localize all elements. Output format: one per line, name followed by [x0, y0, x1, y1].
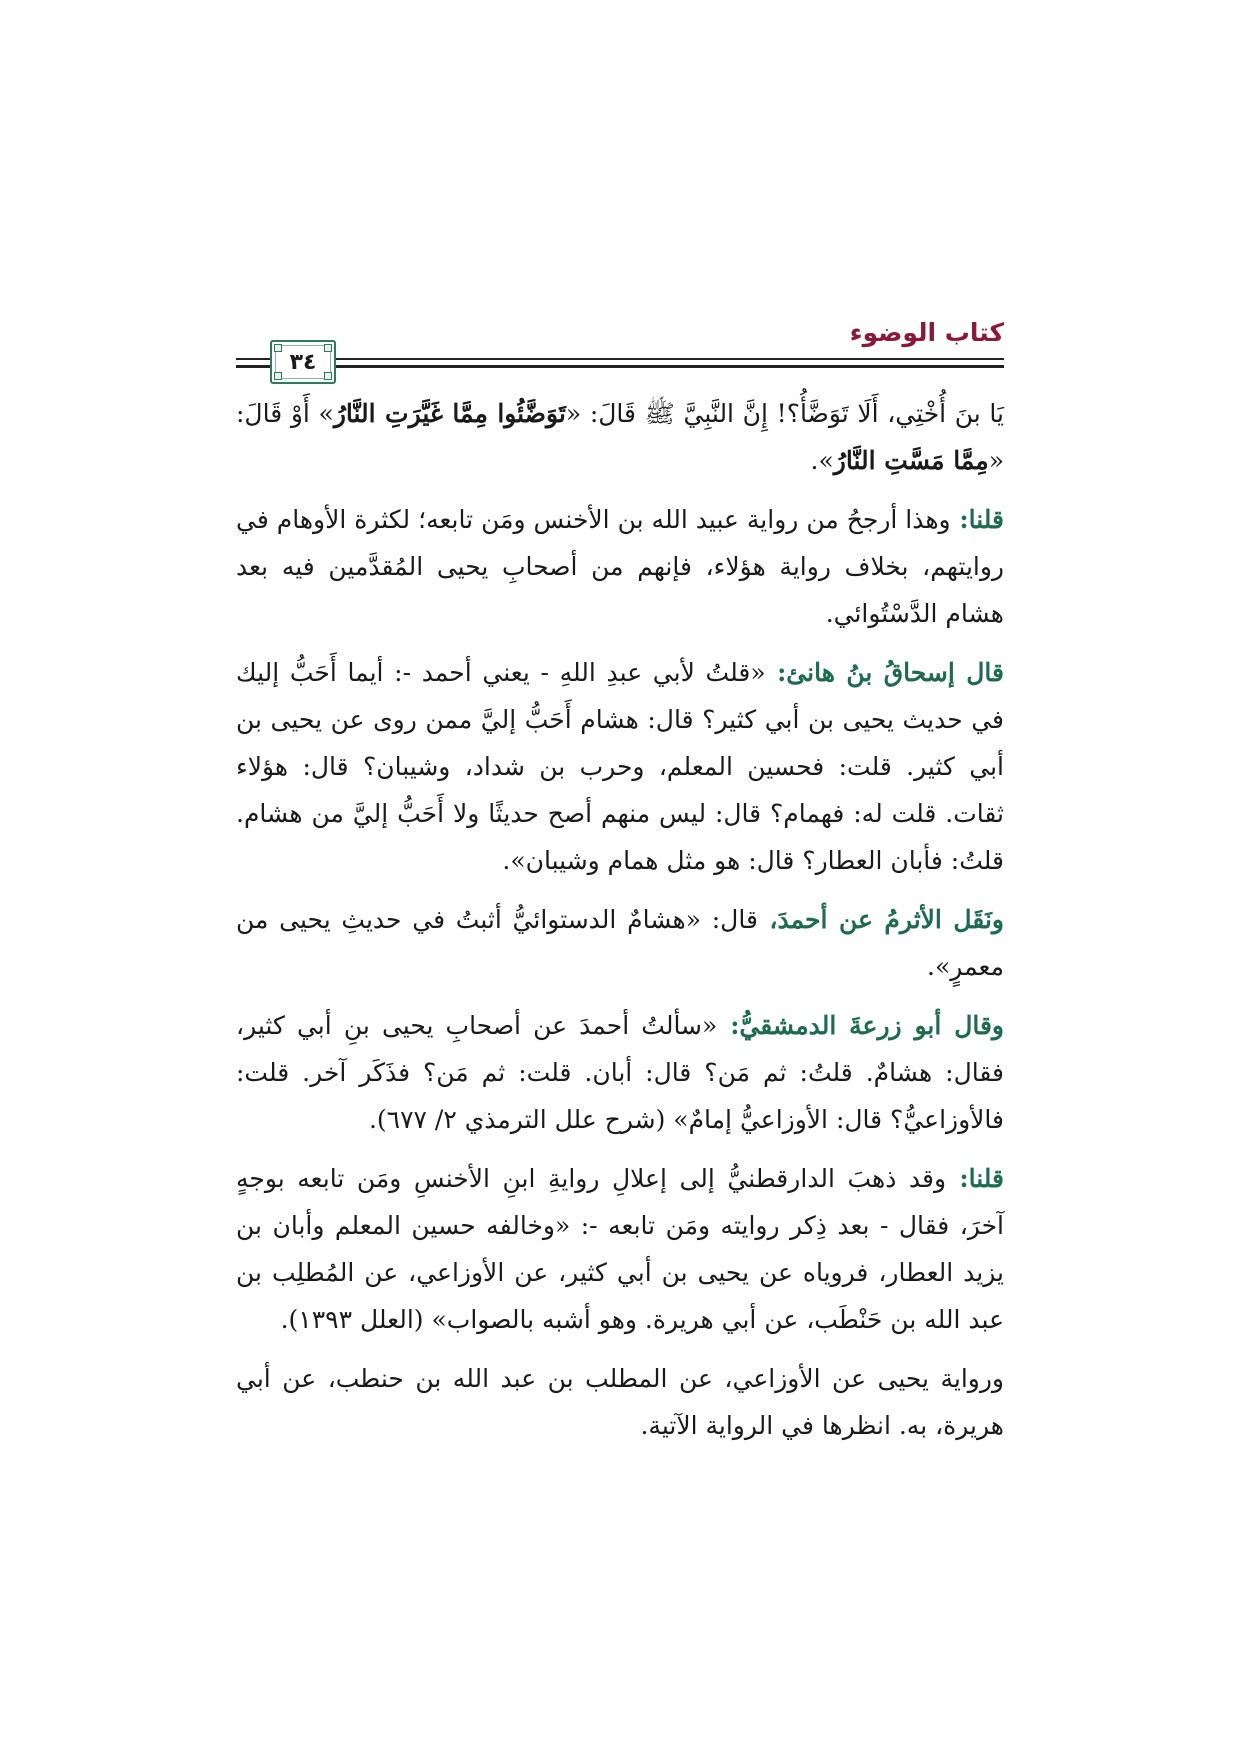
page-number: ٣٤	[289, 349, 317, 375]
paragraph-text: وقد ذهبَ الدارقطنيُّ إلى إعلالِ روايةِ ابنِ الأخنسِ ومَن تابعه بوجهٍ آخرَ، فقال - بعد ذِكر روايته ومَن تابعه -: «وخالفه حسين المعلم وأبان بن يزيد العطار، فروياه عن يحيى بن أبي كثير، عن الأوزاعي، عن المُطلِب بن عبد الله بن حَنْطَب، عن أبي هريرة. وهو أشبه بالصواب» (العلل ١٣٩٣).	[236, 1164, 1004, 1334]
hadith-quote: مِمَّا مَسَّتِ النَّارُ	[833, 446, 989, 475]
page-number-badge	[270, 340, 336, 384]
paragraph	[236, 649, 1004, 884]
book-title: كتاب الوضوء	[849, 318, 1004, 347]
header-rule-top	[236, 358, 1004, 360]
header-rule-bottom	[236, 365, 1004, 368]
ornament-corner-icon	[274, 344, 282, 352]
paragraph-text: «قلتُ لأبي عبدِ اللهِ - يعني أحمد -: أيما أَحَبُّ إليك في حديث يحيى بن أبي كثير؟ قال: هشام أَحَبُّ إليَّ ممن روى عن يحيى بن أبي كثير. قلت: فحسين المعلم، وحرب بن شداد، وشيبان؟ قال: هؤلاء ثقات. قلت له: فهمام؟ قال: ليس منهم أصح حديثًا ولا أَحَبُّ إليَّ من هشام. قلتُ: فأبان العطار؟ قال: هو مثل همام وشيبان».	[236, 658, 1004, 875]
paragraph-lead: ونَقَل الأثرمُ عن أحمدَ،	[757, 905, 1004, 934]
paragraph-lead: قلنا:	[950, 505, 1004, 534]
page-header	[236, 318, 1004, 384]
paragraph-text: وهذا أرجحُ من رواية عبيد الله بن الأخنس ومَن تابعه؛ لكثرة الأوهام في روايتهم، بخلاف رواية هؤلاء، فإنهم من أصحابِ يحيى المُقدَّمين فيه بعد هشام الدَّسْتُوائي.	[236, 505, 1004, 628]
paragraph-lead: قال إسحاقُ بنُ هانئ:	[765, 658, 1004, 687]
page-body	[236, 390, 1004, 1461]
paragraph	[236, 1155, 1004, 1343]
paragraph	[236, 496, 1004, 637]
hadith-quote: تَوَضَّئُوا مِمَّا غَيَّرَتِ النَّارُ	[333, 399, 566, 428]
paragraph	[236, 1002, 1004, 1143]
paragraph-text: «سألتُ أحمدَ عن أصحابِ يحيى بنِ أبي كثير، فقال: هشامٌ. قلتُ: ثم مَن؟ قال: أبان. قلت: ثم مَن؟ فذَكَر آخر. قلت: فالأوزاعيُّ؟ قال: الأوزاعيُّ إمامٌ» (شرح علل الترمذي ٢/ ٦٧٧).	[236, 1011, 1004, 1134]
paragraph-lead: وقال أبو زرعةَ الدمشقيُّ:	[717, 1011, 1004, 1040]
paragraph-lead: قلنا:	[946, 1164, 1004, 1193]
paragraph-text: قال: «هشامٌ الدستوائيُّ أثبتُ في حديثِ يحيى من معمرٍ».	[236, 905, 1004, 981]
ornament-corner-icon	[324, 372, 332, 380]
paragraph	[236, 390, 1004, 484]
paragraph-text: ورواية يحيى عن الأوزاعي، عن المطلب بن عبد الله بن حنطب، عن أبي هريرة، به. انظرها في الرواية الآتية.	[236, 1364, 1004, 1440]
paragraph-text: » أَوْ قَالَ: «	[236, 399, 1004, 475]
ornament-corner-icon	[324, 344, 332, 352]
paragraph-text: ».	[810, 446, 834, 475]
paragraph-text: يَا بنَ أُخْتِي، أَلَا تَوَضَّأُ؟! إِنَّ النَّبِيَّ ﷺ قَالَ: «	[565, 399, 1004, 428]
paragraph	[236, 1355, 1004, 1449]
ornament-corner-icon	[274, 372, 282, 380]
paragraph	[236, 896, 1004, 990]
